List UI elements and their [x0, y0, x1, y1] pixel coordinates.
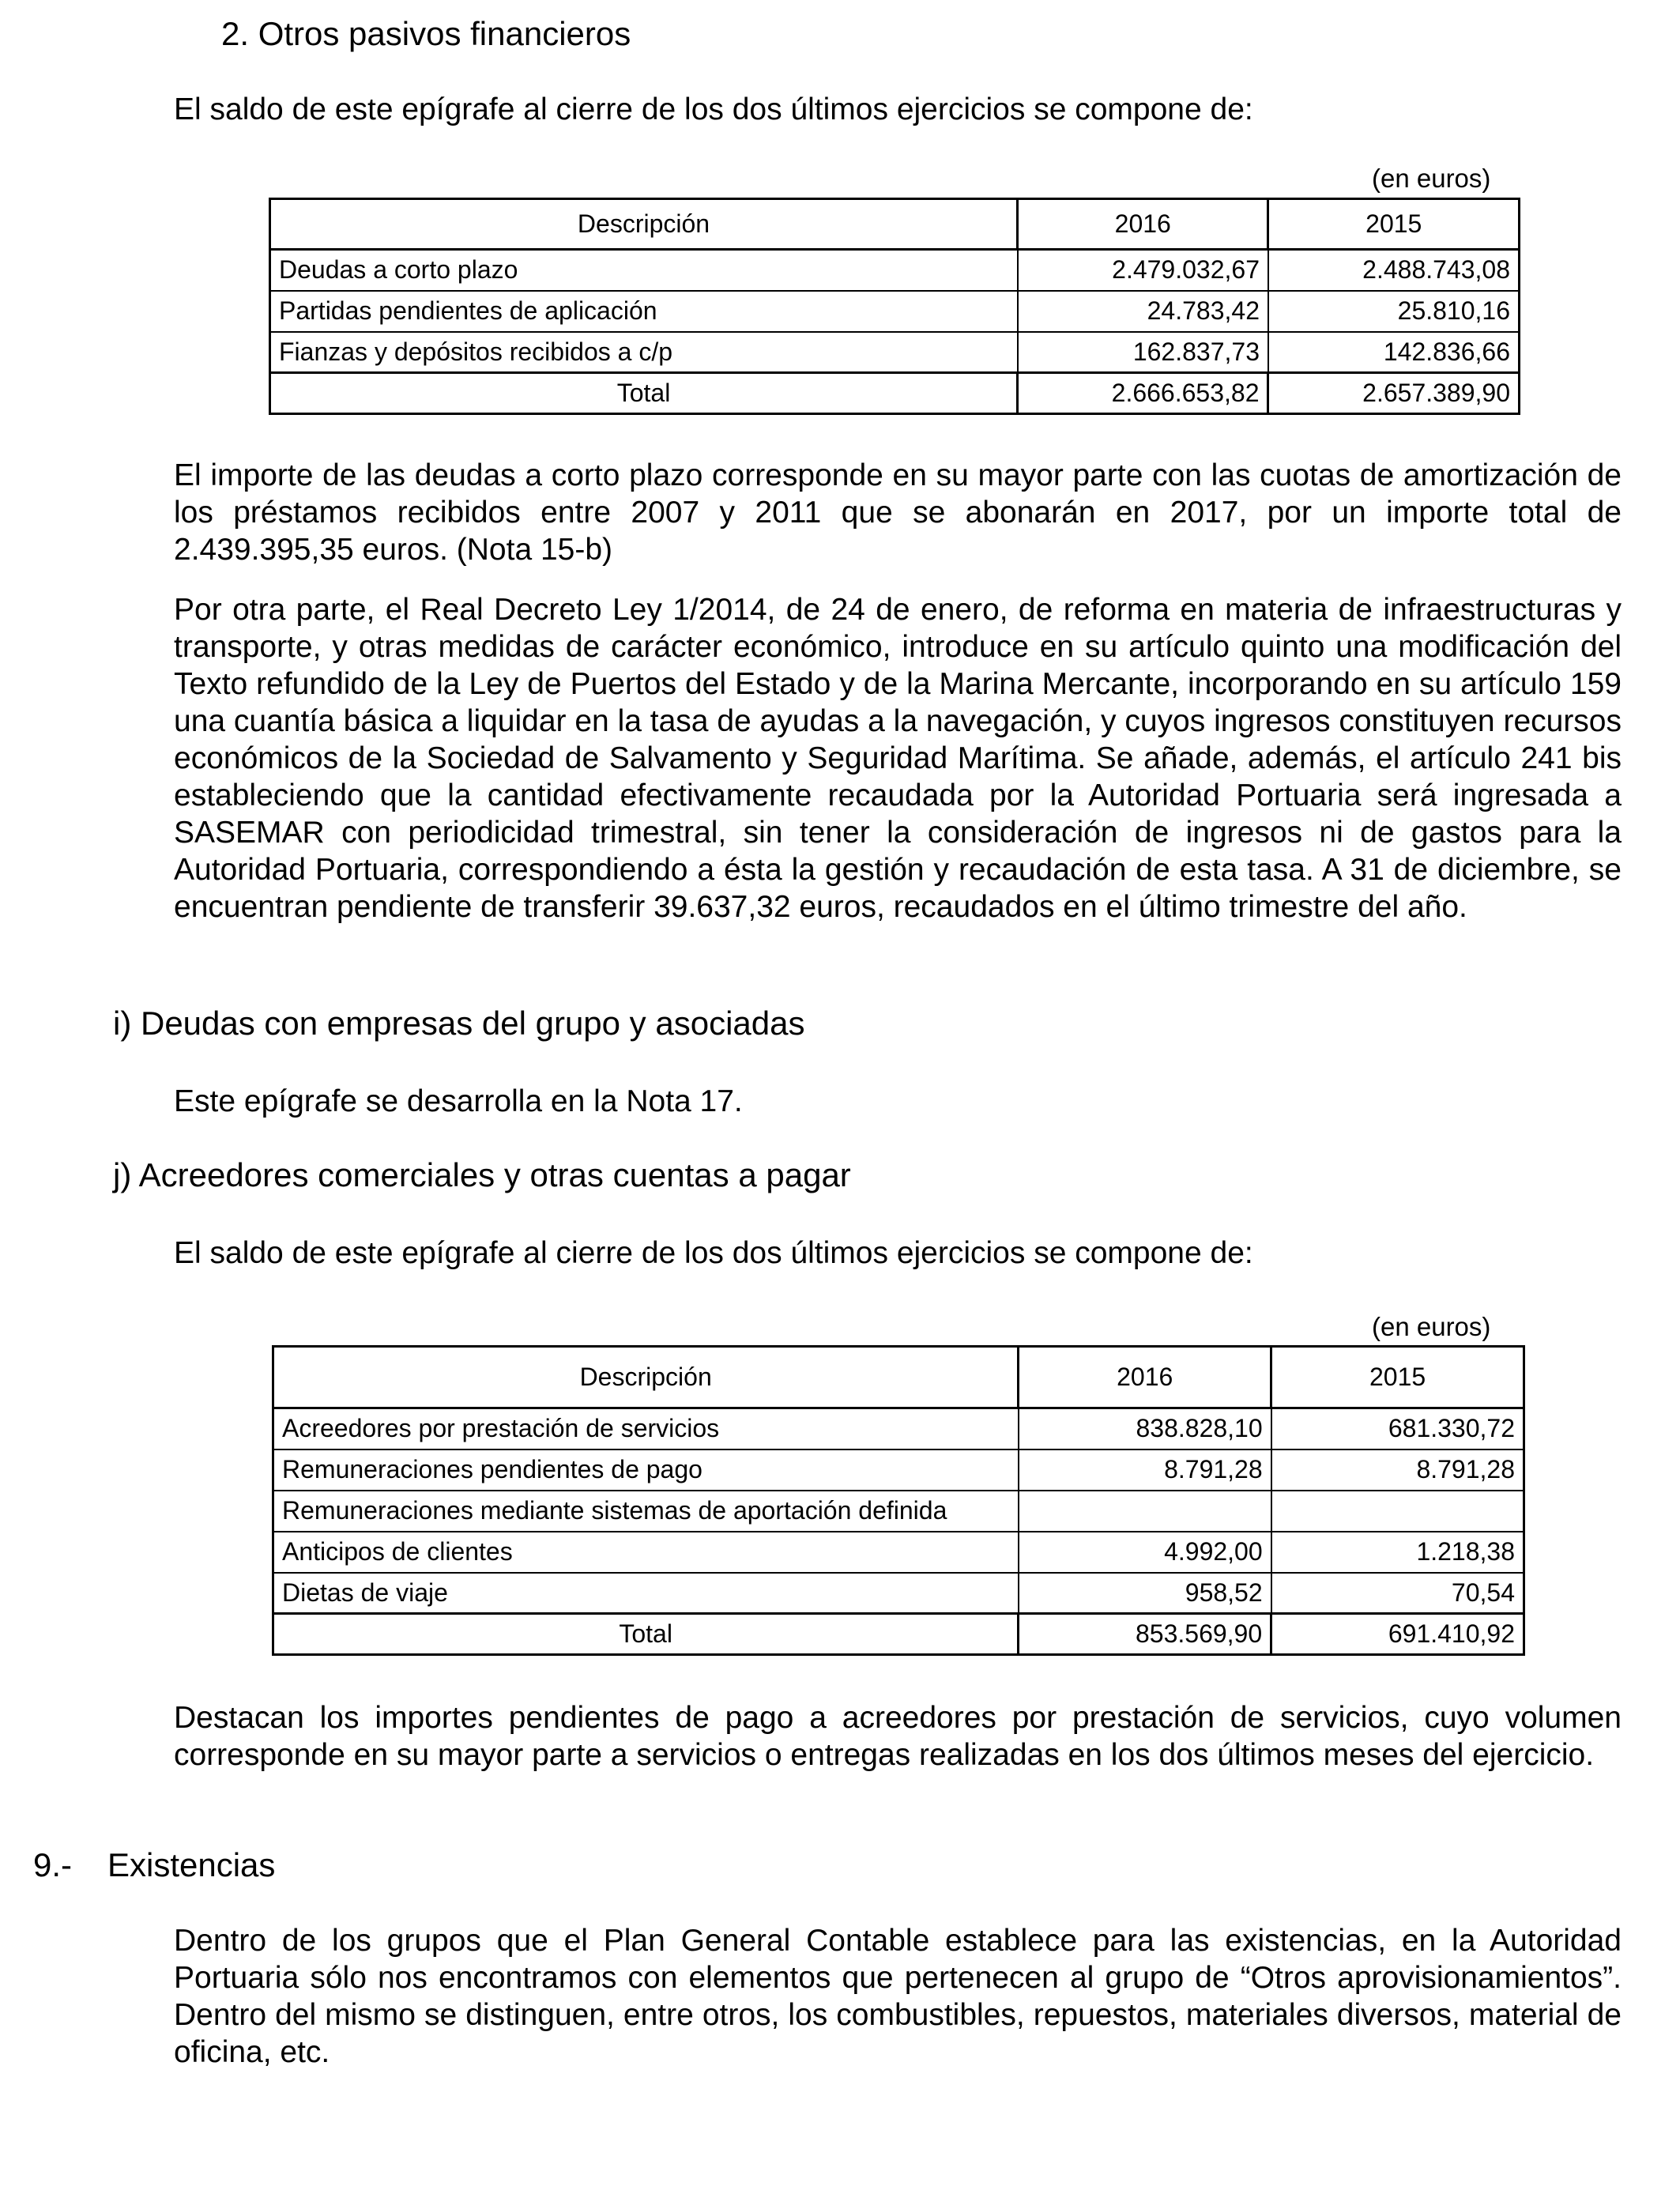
paragraph-real-decreto: Por otra parte, el Real Decreto Ley 1/2014, de 24 de enero, de reforma en materia de infraestructuras y transporte, y otras medidas de carácter económico, introduce en su artículo quinto una modificación del Texto refundido de la Ley de Puertos del Estado y de la Marina Mercante, incorporando en su artículo 159 una cuantía básica a liquidar en la tasa de ayudas a la navegación, y cuyos ingresos constituyen recursos económicos de la Sociedad de Salvamento y Seguridad Marítima. Se añade, además, el artículo 241 bis estableciendo que la cantidad efectivamente recaudada por la Autoridad Portuaria será ingresada a SASEMAR con periodicidad trimestral, sin tener la consideración de ingresos ni de gastos para la Autoridad Portuaria, correspondiendo a ésta la gestión y recaudación de esta tasa. A 31 de diciembre, se encuentran pendiente de transferir 39.637,32 euros, recaudados en el último trimestre del año.: [174, 593, 1622, 924]
table-total-row: [273, 1614, 1524, 1655]
table-header-row: [273, 1347, 1524, 1408]
table-row: [270, 332, 1520, 373]
table-row: [273, 1491, 1524, 1532]
value-2016: 838.828,10: [1019, 1408, 1271, 1449]
value-2016: [1019, 1491, 1271, 1532]
header-2015: 2015: [1271, 1347, 1524, 1408]
table-row: [273, 1408, 1524, 1449]
table2-intro: El saldo de este epígrafe al cierre de los dos últimos ejercicios se compone de:: [174, 1236, 1253, 1270]
row-description: Deudas a corto plazo: [270, 250, 1018, 291]
header-descripcion: Descripción: [270, 199, 1018, 250]
section-title-existencias: Existencias: [107, 1846, 276, 1883]
row-description: Acreedores por prestación de servicios: [273, 1408, 1019, 1449]
row-description: Partidas pendientes de aplicación: [270, 291, 1018, 332]
header-descripcion: Descripción: [273, 1347, 1019, 1408]
table-otros-pasivos: [269, 198, 1520, 415]
table-acreedores: [272, 1345, 1525, 1656]
paragraph-nota-17: Este epígrafe se desarrolla en la Nota 17.: [174, 1084, 743, 1118]
total-2015: 2.657.389,90: [1268, 373, 1520, 414]
table1-intro: El saldo de este epígrafe al cierre de los dos últimos ejercicios se compone de:: [174, 92, 1253, 126]
value-2015: 681.330,72: [1271, 1408, 1524, 1449]
table1-units: (en euros): [1372, 164, 1491, 193]
total-label: Total: [273, 1614, 1019, 1655]
section-number-9: 9.-: [33, 1846, 73, 1883]
value-2015: 142.836,66: [1268, 332, 1520, 373]
value-2016: 2.479.032,67: [1018, 250, 1268, 291]
value-2015: 8.791,28: [1271, 1449, 1524, 1491]
row-description: Remuneraciones pendientes de pago: [273, 1449, 1019, 1491]
total-2016: 853.569,90: [1019, 1614, 1271, 1655]
value-2015: 70,54: [1271, 1573, 1524, 1614]
row-description: Dietas de viaje: [273, 1573, 1019, 1614]
header-2016: 2016: [1019, 1347, 1271, 1408]
value-2016: 8.791,28: [1019, 1449, 1271, 1491]
section-heading-deudas-grupo: i) Deudas con empresas del grupo y asociadas: [113, 1005, 805, 1042]
row-description: Fianzas y depósitos recibidos a c/p: [270, 332, 1018, 373]
paragraph-existencias: Dentro de los grupos que el Plan General Contable establece para las existencias, en la Autoridad Portuaria sólo nos encontramos con elementos que pertenecen al grupo de “Otros aprovisionamientos”. Dentro del mismo se distinguen, entre otros, los combustibles, repuestos, materiales diversos, material de oficina, etc.: [174, 1924, 1622, 2069]
total-2015: 691.410,92: [1271, 1614, 1524, 1655]
paragraph-deudas-corto-plazo: El importe de las deudas a corto plazo corresponde en su mayor parte con las cuotas de amortización de los préstamos recibidos entre 2007 y 2011 que se abonarán en 2017, por un importe total de 2.439.395,35 euros. (Nota 15-b): [174, 458, 1622, 567]
header-2015: 2015: [1268, 199, 1520, 250]
value-2016: 162.837,73: [1018, 332, 1268, 373]
paragraph-destacan: Destacan los importes pendientes de pago a acreedores por prestación de servicios, cuyo volumen corresponde en su mayor parte a servicios o entregas realizadas en los dos últimos meses del ejercicio.: [174, 1701, 1622, 1772]
table-row: [273, 1573, 1524, 1614]
value-2015: [1271, 1491, 1524, 1532]
table-row: [273, 1449, 1524, 1491]
value-2016: 4.992,00: [1019, 1532, 1271, 1573]
value-2015: 1.218,38: [1271, 1532, 1524, 1573]
table-row: [270, 250, 1520, 291]
value-2016: 958,52: [1019, 1573, 1271, 1614]
header-2016: 2016: [1018, 199, 1268, 250]
table2-units: (en euros): [1372, 1312, 1491, 1341]
table-total-row: [270, 373, 1520, 414]
section-heading-otros-pasivos: 2. Otros pasivos financieros: [221, 15, 631, 52]
row-description: Remuneraciones mediante sistemas de aportación definida: [273, 1491, 1019, 1532]
table-row: [270, 291, 1520, 332]
table-header-row: [270, 199, 1520, 250]
value-2015: 2.488.743,08: [1268, 250, 1520, 291]
value-2015: 25.810,16: [1268, 291, 1520, 332]
row-description: Anticipos de clientes: [273, 1532, 1019, 1573]
total-label: Total: [270, 373, 1018, 414]
section-heading-acreedores: j) Acreedores comerciales y otras cuentas a pagar: [113, 1156, 851, 1193]
total-2016: 2.666.653,82: [1018, 373, 1268, 414]
value-2016: 24.783,42: [1018, 291, 1268, 332]
table-row: [273, 1532, 1524, 1573]
